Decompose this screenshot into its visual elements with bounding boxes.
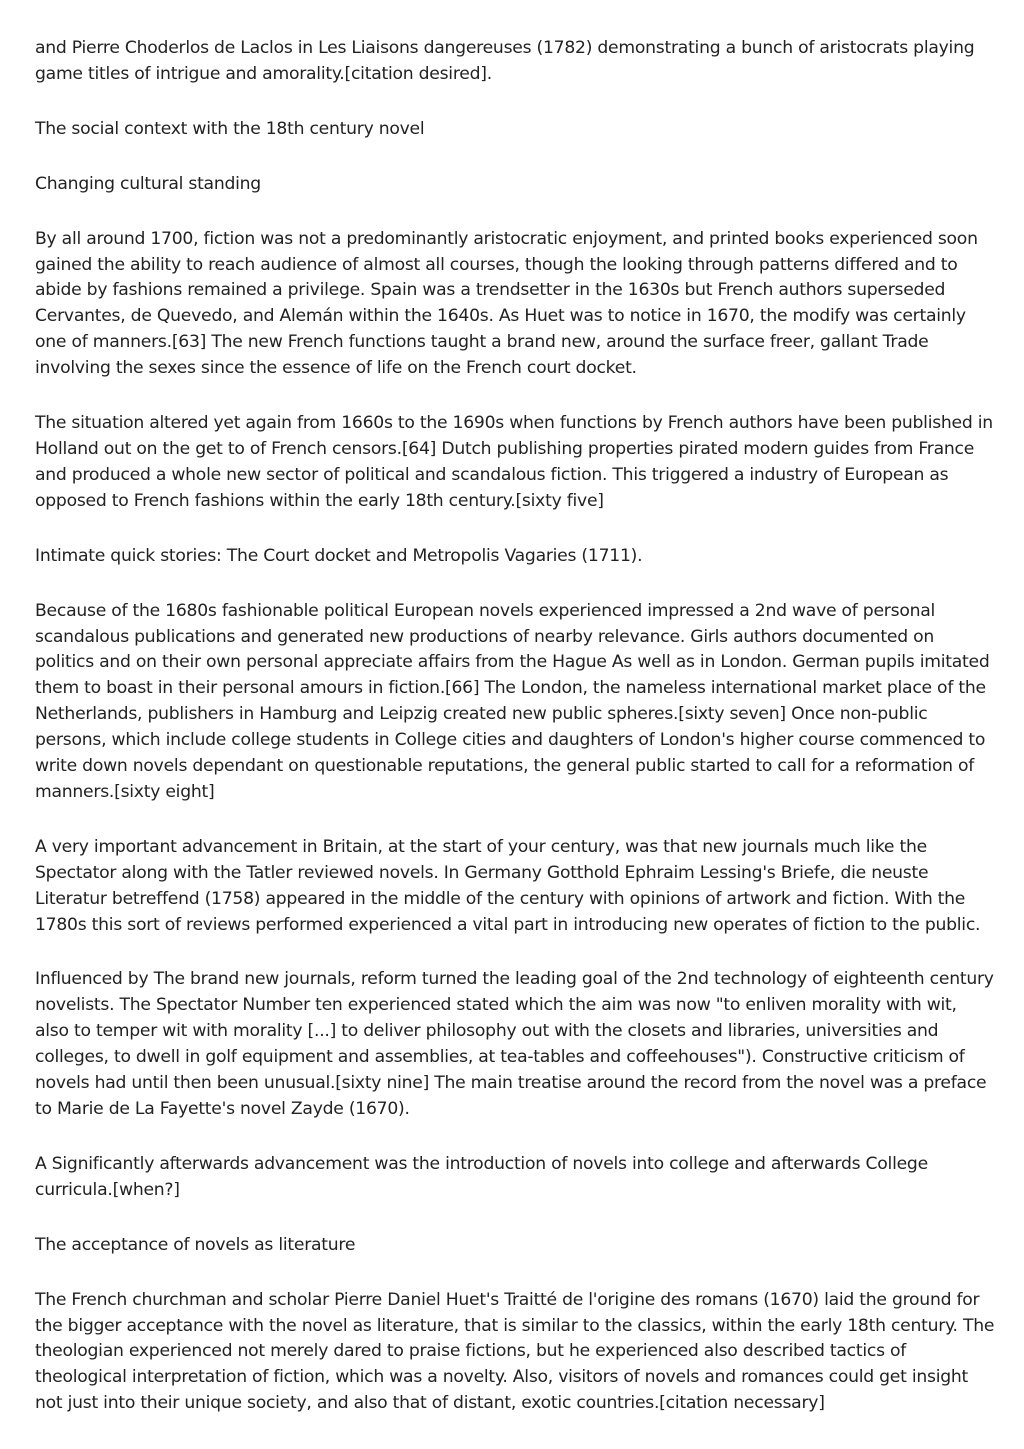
paragraph-holland-publishing: The situation altered yet again from 1660s to the 1690s when functions by French authors have been published in Holland out on the get to of French censors.[64] Dutch publishing properties pirated modern guides from France and produced a whole new sector of political and scandalous fiction. This triggered a industry of European as opposed to French fashions within the early 18th century.[sixty five] (35, 413, 993, 511)
paragraph-reform-spectator: Influenced by The brand new journals, reform turned the leading goal of the 2nd technology of eighteenth century novelists. The Spectator Number ten experienced stated which the aim was now "to enliven morality with wit, also to temper wit with morality [...] to deliver philosophy out with the closets and libraries, universities and colleges, to dwell in golf equipment and assemblies, at tea-tables and coffeehouses"). Constructive criticism of novels had until then been unusual.[sixty nine] The main treatise around the record from the novel was a preface to Marie de La Fayette's novel Zayde (1670). (35, 969, 994, 1119)
paragraph-fiction-1700: By all around 1700, fiction was not a predominantly aristocratic enjoyment, and printed books experienced soon gained the ability to reach audience of almost all courses, though the looking through patterns differed and to abide by fashions remained a privilege. Spain was a trendsetter in the 1630s but French authors superseded Cervantes, de Quevedo, and Alemán within the 1640s. As Huet was to notice in 1670, the modify was certainly one of manners.[63] The new French functions taught a brand new, around the surface freer, gallant Trade involving the sexes since the essence of life on the French court docket. (35, 228, 978, 379)
article-body (35, 36, 995, 1417)
heading-changing-cultural-standing: Changing cultural standing (35, 173, 261, 194)
paragraph-liaisons: and Pierre Choderlos de Laclos in Les Liaisons dangereuses (1782) demonstrating a bunch of aristocrats playing game titles of intrigue and amorality.[citation desired]. (35, 38, 975, 84)
heading-intimate-quick-stories: Intimate quick stories: The Court docket and Metropolis Vagaries (1711). (35, 545, 643, 566)
paragraph-college-curricula: A Significantly afterwards advancement was the introduction of novels into college and afterwards College curricula.[when?] (35, 1153, 928, 1200)
heading-acceptance-novels: The acceptance of novels as literature (35, 1234, 356, 1255)
paragraph-huet-traitte: The French churchman and scholar Pierre Daniel Huet's Traitté de l'origine des romans (1670) laid the ground for the bigger acceptance with the novel as literature, that is similar to the classics, within the early 18th century. The theologian experienced not merely dared to praise fictions, but he experienced also described tactics of theological interpretation of fiction, which was a novelty. Also, visitors of novels and romances could get insight not just into their unique society, and also that of distant, exotic countries.[citation necessary] (35, 1289, 995, 1414)
paragraph-1680s-novels: Because of the 1680s fashionable political European novels experienced impressed a 2nd wave of personal scandalous publications and generated new productions of nearby relevance. Girls authors documented on politics and on their own personal appreciate affairs from the Hague As well as in London. German pupils imitated them to boast in their personal amours in fiction.[66] The London, the nameless international market place of the Netherlands, publishers in Hamburg and Leipzig created new public spheres.[sixty seven] Once non-public persons, which include college students in College cities and daughters of London's higher course commenced to write down novels dependant on questionable reputations, the general public started to call for a reformation of manners.[sixty eight] (35, 600, 990, 802)
paragraph-journals-britain: A very important advancement in Britain, at the start of your century, was that new journals much like the Spectator along with the Tatler reviewed novels. In Germany Gotthold Ephraim Lessing's Briefe, die neuste Literatur betreffend (1758) appeared in the middle of the century with opinions of artwork and fiction. With the 1780s this sort of reviews performed experienced a vital part in introducing new operates of fiction to the public. (35, 836, 981, 935)
heading-social-context: The social context with the 18th century novel (35, 118, 425, 139)
